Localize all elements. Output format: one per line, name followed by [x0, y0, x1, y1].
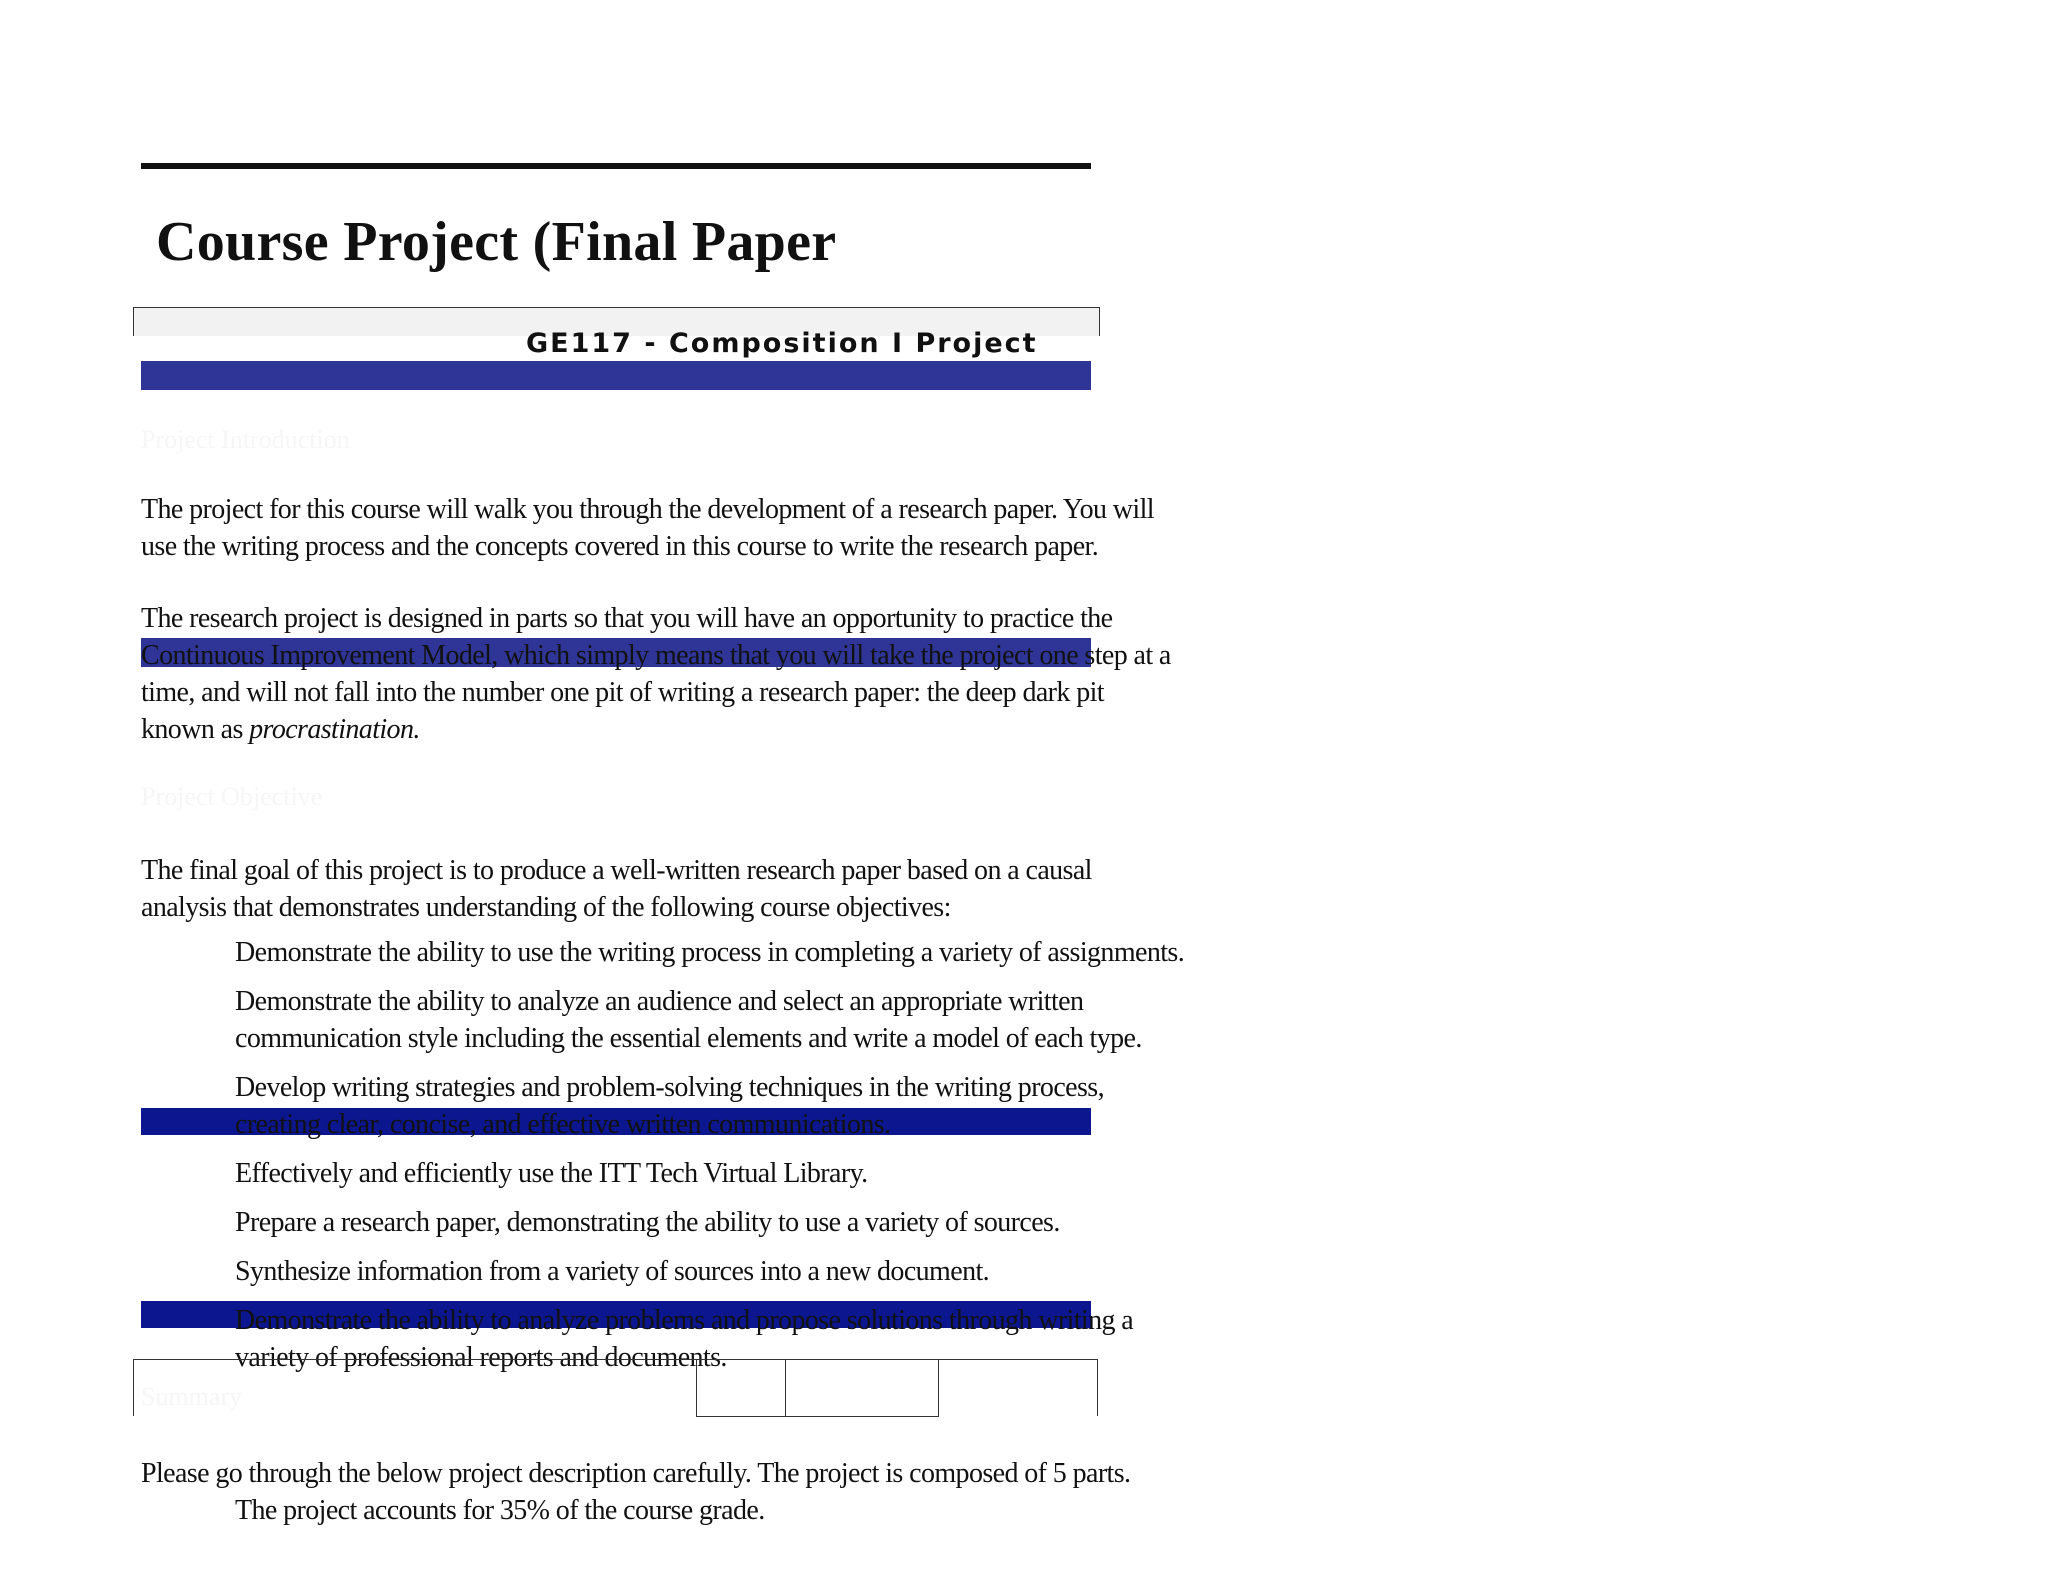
summary-table-frame	[133, 1359, 1098, 1415]
text-line: time, and will not fall into the number one pit of writing a research paper: the deep dark pit	[141, 677, 1104, 708]
text-line: analysis that demonstrates understanding of the following course objectives:	[141, 892, 951, 923]
text-line: Develop writing strategies and problem-solving techniques in the writing process,	[235, 1072, 1104, 1103]
objective-item	[235, 934, 1235, 971]
objective-paragraph	[141, 852, 1241, 926]
text-line: Effectively and efficiently use the ITT Tech Virtual Library.	[235, 1158, 868, 1189]
objective-item	[235, 1204, 1235, 1241]
table-cell	[938, 1359, 1098, 1416]
text-line: variety of professional reports and documents.	[235, 1342, 727, 1373]
objective-item	[235, 1069, 1235, 1143]
text-line: Synthesize information from a variety of sources into a new document.	[235, 1256, 990, 1287]
objective-item	[235, 1155, 1235, 1192]
objective-item	[235, 983, 1235, 1057]
text-line	[141, 711, 1241, 748]
text-line: Please go through the below project description carefully. The project is composed of 5 parts.	[141, 1458, 1131, 1489]
text-line: Prepare a research paper, demonstrating the ability to use a variety of sources.	[235, 1207, 1060, 1238]
text-line: use the writing process and the concepts covered in this course to write the research paper.	[141, 531, 1099, 562]
objectives-list	[235, 934, 1235, 1388]
section-heading-objective: Project Objective	[141, 782, 323, 811]
text-line: The final goal of this project is to produce a well-written research paper based on a causal	[141, 855, 1092, 886]
text-line: communication style including the essential elements and write a model of each type.	[235, 1023, 1142, 1054]
emphasis-text: procrastination.	[249, 714, 420, 745]
text-line: The project accounts for 35% of the course grade.	[235, 1495, 765, 1526]
summary-paragraph	[141, 1455, 1241, 1529]
table-cell	[785, 1359, 939, 1417]
header-blue-bar	[141, 361, 1091, 390]
text-line: Demonstrate the ability to use the writing process in completing a variety of assignments.	[235, 937, 1185, 968]
top-rule	[141, 163, 1091, 169]
text-line: Demonstrate the ability to analyze problems and propose solutions through writing a	[235, 1305, 1134, 1336]
course-code: GE117 - Composition I Project	[526, 328, 1038, 359]
text-line: creating clear, concise, and effective written communications.	[235, 1109, 891, 1140]
page-title: Course Project (Final Paper	[156, 211, 837, 273]
text-line: Continuous Improvement Model, which simply means that you will take the project one step at a	[141, 640, 1171, 671]
text-prefix: known as	[141, 714, 250, 745]
text-line: The research project is designed in parts so that you will have an opportunity to practice the	[141, 603, 1113, 634]
text-line: The project for this course will walk you through the development of a research paper. You will	[141, 494, 1154, 525]
table-cell	[696, 1359, 786, 1417]
intro-paragraph-1	[141, 491, 1241, 565]
section-heading-intro: Project Introduction	[141, 425, 350, 454]
section-heading-summary: Summary	[141, 1382, 243, 1411]
objective-item	[235, 1253, 1235, 1290]
text-line: Demonstrate the ability to analyze an audience and select an appropriate written	[235, 986, 1084, 1017]
intro-paragraph-2	[141, 600, 1241, 748]
